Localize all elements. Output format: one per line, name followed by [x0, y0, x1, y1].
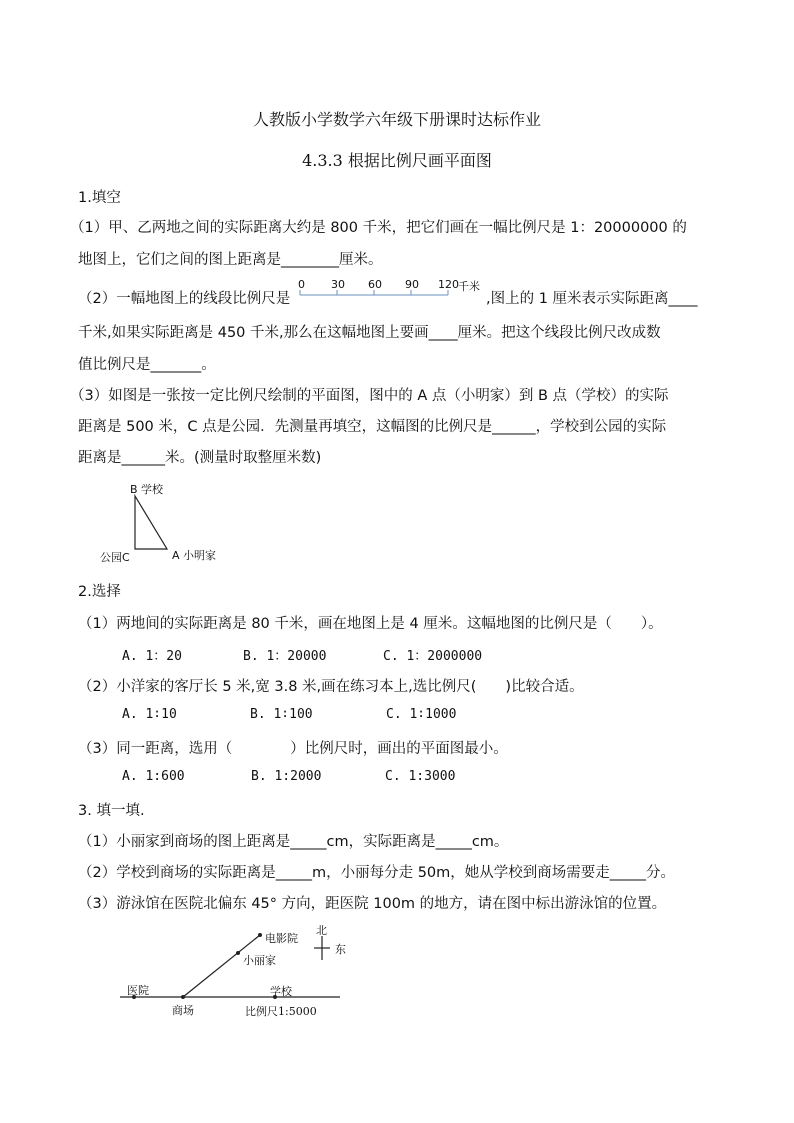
page-title: 人教版小学数学六年级下册课时达标作业: [252, 110, 541, 129]
map-figure: [100, 920, 360, 1025]
s3-q2: （2）学校到商场的实际距离是_____m，小丽每分走 50m，她从学校到商场需要走_____分。: [78, 865, 676, 881]
s2-q1-option: B. 1：20000: [243, 649, 327, 664]
scale-tick-label: 30: [331, 278, 345, 291]
s2-q3-option: B. 1:2000: [251, 769, 322, 784]
s1-q3-line2: 距离是 500 米，C 点是公园．先测量再填空，这幅图的比例尺是______，学校到公园的实际: [78, 419, 667, 435]
triangle-figure: [100, 478, 240, 568]
map-scale-label: 比例尺1:5000: [245, 1005, 317, 1018]
map-cinema-label: 电影院: [265, 932, 298, 945]
s1-q2-prefix: （2）一幅地图上的线段比例尺是: [78, 291, 291, 307]
map-home-label: 小丽家: [243, 954, 276, 967]
scale-unit-label: 千米: [458, 280, 480, 293]
s1-q2-suffix: ,图上的 1 厘米表示实际距离____: [486, 291, 698, 307]
point-c-label: 公园C: [100, 551, 130, 564]
map-north-label: 北: [316, 924, 327, 937]
s2-q1-option: C. 1：2000000: [383, 649, 483, 664]
map-hospital-label: 医院: [127, 984, 149, 997]
s1-q1-line2: 地图上，它们之间的图上距离是________厘米。: [78, 252, 383, 268]
s1-q1-line1: （1）甲、乙两地之间的实际距离大约是 800 千米，把它们画在一幅比例尺是 1：20000000 的: [70, 220, 687, 236]
section-1-heading: 1.填空: [78, 190, 121, 206]
line-segment-scale: [298, 278, 486, 300]
point-b-label: B 学校: [130, 483, 164, 496]
s2-q3-option: A. 1:600: [122, 769, 185, 784]
scale-tick-label: 0: [298, 278, 305, 291]
scale-tick-label: 90: [405, 278, 419, 291]
s2-q2-option: A. 1∶10: [122, 707, 177, 722]
scale-tick-label: 60: [368, 278, 382, 291]
s2-q1-option: A. 1：20: [122, 649, 182, 664]
page-subtitle: 4.3.3 根据比例尺画平面图: [302, 151, 492, 170]
s3-q1: （1）小丽家到商场的图上距离是_____cm，实际距离是_____cm。: [78, 834, 509, 850]
section-2-heading: 2.选择: [78, 584, 121, 600]
s2-q2: （2）小洋家的客厅长 5 米,宽 3.8 米,画在练习本上,选比例尺( )比较合适。: [78, 679, 584, 695]
point-a-label: A 小明家: [172, 549, 217, 562]
s2-q1: （1）两地间的实际距离是 80 千米，画在地图上是 4 厘米。这幅地图的比例尺是（ ）。: [78, 616, 663, 632]
s2-q2-option: B. 1∶100: [250, 707, 313, 722]
s2-q3-option: C. 1:3000: [385, 769, 456, 784]
scale-tick-label: 120: [438, 278, 459, 291]
s3-q3: （3）游泳馆在医院北偏东 45° 方向，距医院 100m 的地方，请在图中标出游泳馆的位置。: [78, 896, 667, 912]
s2-q3: （3）同一距离，选用（ ）比例尺时，画出的平面图最小。: [78, 741, 508, 757]
s1-q2-line2: 千米,如果实际距离是 450 千米,那么在这幅地图上要画____厘米。把这个线段比例尺改成数: [78, 325, 661, 341]
map-mall-label: 商场: [172, 1004, 194, 1017]
map-school-label: 学校: [270, 985, 292, 998]
s1-q3-line1: （3）如图是一张按一定比例尺绘制的平面图，图中的 A 点（小明家）到 B 点（学校）的实际: [70, 388, 669, 404]
s1-q2-line3: 值比例尺是_______。: [78, 357, 216, 373]
s2-q2-option: C. 1∶1000: [386, 707, 457, 722]
s1-q3-line3: 距离是______米。(测量时取整厘米数): [78, 450, 322, 466]
section-3-heading: 3. 填一填.: [78, 803, 145, 819]
map-east-label: 东: [335, 943, 346, 956]
